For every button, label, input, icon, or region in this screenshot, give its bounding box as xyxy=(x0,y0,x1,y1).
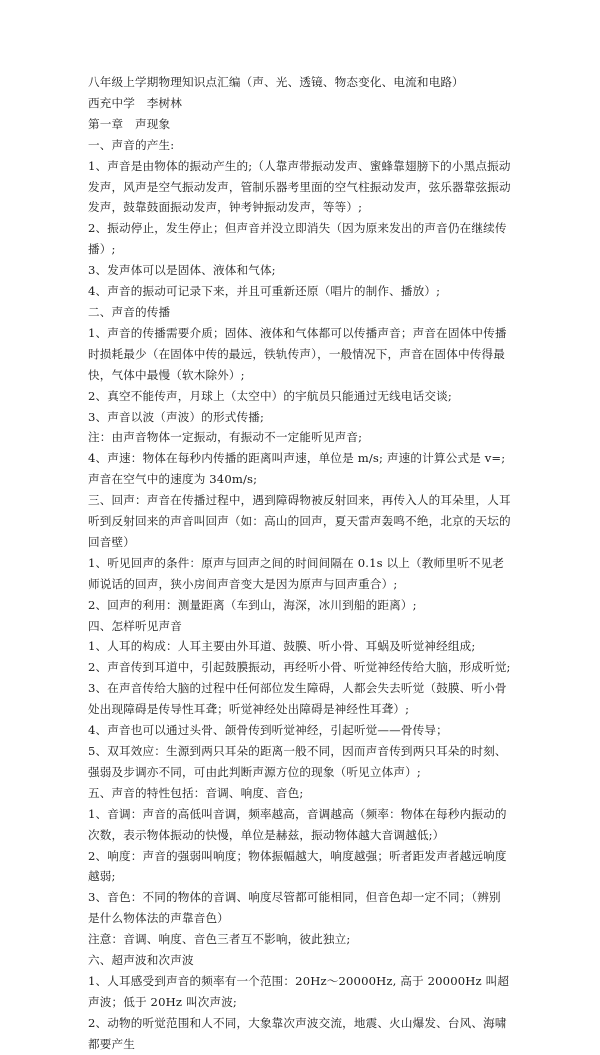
author-line: 西充中学 李树林 xyxy=(88,95,182,110)
paragraph: 1、人耳的构成：人耳主要由外耳道、鼓膜、听小骨、耳蜗及听觉神经组成; xyxy=(88,639,476,654)
paragraph: 2、响度：声音的强弱叫响度；物体振幅越大，响度越强；听者距发声者越远响度越弱; xyxy=(88,848,507,884)
paragraph: 2、真空不能传声，月球上（太空中）的宇航员只能通过无线电话交谈; xyxy=(88,388,452,403)
paragraph: 1、听见回声的条件：原声与回声之间的时间间隔在 0.1s 以上（教师里听不见老师说话的回声，狭小房间声音变大是因为原声与回声重合）; xyxy=(88,555,504,591)
paragraph: 1、声音是由物体的振动产生的;（人靠声带振动发声、蜜蜂靠翅膀下的小黑点振动发声，风声是空气振动发声，管制乐器考里面的空气柱振动发声，弦乐器靠弦振动发声，鼓靠鼓面振动发声，钟考钟振动发声，等等）; xyxy=(88,158,511,215)
paragraph: 2、动物的听觉范围和人不同，大象靠次声波交流，地震、火山爆发、台风、海啸都要产生 xyxy=(88,1015,507,1051)
paragraph: 1、人耳感受到声音的频率有一个范围：20Hz～20000Hz, 高于 20000Hz 叫超声波；低于 20Hz 叫次声波; xyxy=(88,973,510,1009)
chapter-heading: 第一章 声现象 xyxy=(88,116,171,131)
paragraph: 5、双耳效应：生源到两只耳朵的距离一般不同，因而声音传到两只耳朵的时刻、强弱及步调亦不同，可由此判断声源方位的现象（听见立体声）; xyxy=(88,744,507,779)
paragraph: 1、声音的传播需要介质；固体、液体和气体都可以传播声音；声音在固体中传播时损耗最少（在固体中传的最远，铁轨传声），一般情况下，声音在固体中传得最快，气体中最慢（软木除外）; xyxy=(88,325,507,382)
section-heading: 二、声音的传播 xyxy=(88,304,171,319)
document-page xyxy=(88,72,512,1055)
document-title: 八年级上学期物理知识点汇编（声、光、透镜、物态变化、电流和电路） xyxy=(88,75,464,89)
paragraph: 注：由声音物体一定振动，有振动不一定能听见声音; xyxy=(88,430,363,445)
section-heading: 四、怎样听见声音 xyxy=(88,618,182,633)
paragraph: 三、回声：声音在传播过程中，遇到障碍物被反射回来，再传入人的耳朵里，人耳听到反射回来的声音叫回声（如：高山的回声，夏天雷声轰鸣不绝，北京的天坛的回音壁） xyxy=(88,493,511,549)
paragraph: 2、振动停止，发生停止；但声音并没立即消失（因为原来发出的声音仍在继续传播）; xyxy=(88,221,507,257)
body-text xyxy=(88,135,512,1055)
paragraph: 2、回声的利用：测量距离（车到山，海深，冰川到船的距离）; xyxy=(88,597,417,612)
paragraph: 4、声速：物体在每秒内传播的距离叫声速，单位是 m/s; 声速的计算公式是 v=; 声音在空气中的速度为 340m/s; xyxy=(88,451,506,487)
paragraph: 1、音调：声音的高低叫音调，频率越高，音调越高（频率：物体在每秒内振动的次数，表示物体振动的快慢，单位是赫兹，振动物体越大音调越低;） xyxy=(88,806,507,842)
paragraph: 4、声音的振动可记录下来，并且可重新还原（唱片的制作、播放）; xyxy=(88,284,441,299)
paragraph: 3、音色：不同的物体的音调、响度尽管都可能相同，但音色却一定不同；（辨别是什么物体法的声靠音色） xyxy=(88,890,501,926)
paragraph: 4、声音也可以通过头骨、颌骨传到听觉神经，引起听觉——骨传导； xyxy=(88,723,448,738)
paragraph: 注意：音调、响度、音色三者互不影响，彼此独立; xyxy=(88,932,351,947)
paragraph: 3、声音以波（声波）的形式传播; xyxy=(88,409,264,424)
section-heading: 六、超声波和次声波 xyxy=(88,953,194,968)
paragraph: 3、在声音传给大脑的过程中任何部位发生障碍，人都会失去听觉（鼓膜、听小骨处出现障碍是传导性耳聋；听觉神经处出障碍是神经性耳聋）; xyxy=(88,681,507,717)
section-heading: 一、声音的产生: xyxy=(88,137,175,152)
section-heading: 五、声音的特性包括：音调、响度、音色; xyxy=(88,785,304,800)
paragraph: 3、发声体可以是固体、液体和气体; xyxy=(88,263,276,278)
paragraph: 2、声音传到耳道中，引起鼓膜振动，再经听小骨、听觉神经传给大脑，形成听觉; xyxy=(88,660,511,675)
